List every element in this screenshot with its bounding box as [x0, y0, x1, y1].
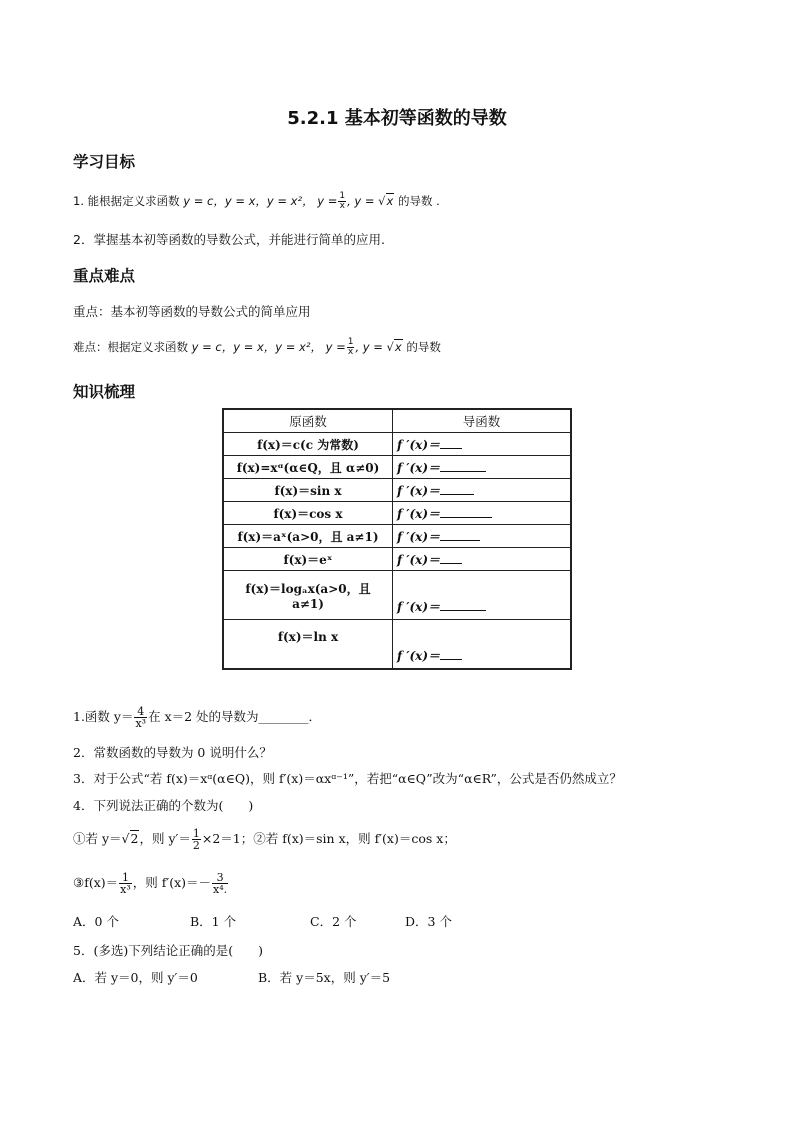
knowledge-heading: 知识梳理: [73, 383, 136, 401]
q1-den: x³: [135, 717, 147, 730]
goal-2: 2．掌握基本初等函数的导数公式，并能进行简单的应用.: [73, 232, 385, 247]
q5-option-b: B．若 y＝5x，则 y′＝5: [258, 970, 391, 985]
q4-l2-num: 1: [119, 872, 132, 884]
difficult-point: 难点：根据定义求函数 y = c，y = x，y = x²， y = $\frac{1}{x}$ , y = √x 的导数: [73, 337, 441, 357]
goal-1-frac-num: 1: [339, 191, 346, 201]
table-row: [223, 456, 571, 479]
q4-l2-b: ，则 f′(x)＝－: [132, 875, 212, 890]
answer-blank: [440, 599, 486, 611]
q4-l2-den2: x⁴.: [213, 883, 228, 896]
derivative-label: f ′(x)＝: [397, 437, 441, 452]
difficult-suffix: 的导数: [406, 340, 441, 354]
table-cell-derivative: [393, 548, 572, 571]
q1-prefix: 1.函数 y＝: [73, 709, 134, 724]
table-row: [223, 525, 571, 548]
table-cell-function: f(x)＝aˣ(a>0，且 a≠1): [223, 525, 393, 548]
question-4-line-2: [73, 872, 229, 895]
q4-l2-den: x³: [120, 883, 131, 896]
table-header-original: 原函数: [223, 409, 393, 433]
derivative-label: f ′(x)＝: [397, 460, 441, 475]
q4-l2-fraction-2: [212, 872, 228, 895]
table-cell-derivative: [393, 525, 572, 548]
answer-blank: [440, 437, 462, 449]
difficult-mid: , y =: [355, 340, 383, 354]
table-row: [223, 479, 571, 502]
answer-blank: [440, 460, 486, 472]
difficult-frac-num: 1: [347, 337, 354, 347]
q4-l2-num2: 3: [212, 872, 228, 884]
key-point: 重点：基本初等函数的导数公式的简单应用: [73, 304, 311, 319]
derivative-label: f ′(x)＝: [397, 506, 441, 521]
table-row: [223, 433, 571, 456]
q4-l1-num: 1: [192, 827, 200, 840]
answer-blank: [440, 483, 474, 495]
derivative-label: f ′(x)＝: [397, 649, 441, 663]
table-row: [223, 502, 571, 525]
table-cell-function: f(x)＝c(c 为常数): [223, 433, 393, 456]
table-cell-function: f(x)＝eˣ: [223, 548, 393, 571]
q1-num: 4: [134, 706, 147, 718]
derivative-label: f ′(x)＝: [397, 529, 441, 544]
difficult-prefix: 难点：根据定义求函数: [73, 340, 188, 354]
q4-l2-fraction: [119, 872, 132, 895]
goal-1-frac-den: x: [339, 201, 345, 211]
q4-option-d: D．3 个: [405, 914, 452, 929]
question-2: 2．常数函数的导数为 0 说明什么？: [73, 745, 272, 760]
q4-l1-b: ，则 y′＝: [139, 831, 191, 846]
answer-blank: [440, 552, 462, 564]
table-cell-function: f(x)＝sin x: [223, 479, 393, 502]
derivative-label: f ′(x)＝: [397, 600, 441, 614]
q4-l1-sqrt: 2: [130, 831, 139, 846]
question-1: [73, 706, 321, 729]
table-row: [223, 620, 571, 670]
goal-1-mid: , y =: [347, 194, 375, 208]
question-5: 5．(多选)下列结论正确的是( ): [73, 943, 263, 958]
q4-l1-fraction: [192, 828, 201, 851]
answer-blank: [440, 648, 462, 660]
difficult-frac-den: x: [347, 347, 354, 357]
table-cell-function: f(x)=xᵅ(α∈Q，且 α≠0): [223, 456, 393, 479]
derivative-label: f ′(x)＝: [397, 552, 441, 567]
difficult-funcs: y = c，y = x，y = x²， y =: [191, 340, 346, 354]
table-cell-derivative: [393, 433, 572, 456]
goal-1-funcs: y = c，y = x，y = x²， y =: [183, 194, 338, 208]
question-4-line-1: ①若 y＝√2，则 y′＝ $\frac{1}{2}$ ×2＝1；②若 f(x)＝sin x，则 f′(x)＝cos x；: [73, 827, 456, 852]
table-cell-function: f(x)＝ln x: [223, 620, 393, 670]
q1-suffix: 在 x＝2 处的导数为________．: [148, 709, 322, 724]
table-cell-function: f(x)＝cos x: [223, 502, 393, 525]
table-row: [223, 571, 571, 620]
q4-l2-a: ③f(x)＝: [73, 875, 119, 890]
answer-blank: [440, 506, 492, 518]
table-cell-derivative: [393, 479, 572, 502]
q1-fraction: [134, 706, 147, 729]
question-3: 3．对于公式“若 f(x)＝xᵅ(α∈Q)，则 f′(x)＝αxᵅ⁻¹”，若把“α∈Q”改为“α∈R”，公式是否仍然成立？: [73, 771, 622, 786]
table-header-derivative: 导函数: [393, 409, 572, 433]
derivative-label: f ′(x)＝: [397, 483, 441, 498]
q4-l1-a: ①若 y＝: [73, 831, 122, 846]
table-cell-derivative: [393, 456, 572, 479]
goals-heading: 学习目标: [73, 153, 136, 171]
answer-blank: [440, 529, 480, 541]
goal-1-prefix: 1. 能根据定义求函数: [73, 194, 180, 208]
goal-1-suffix: 的导数 .: [397, 194, 440, 208]
q4-l1-c: ×2＝1；②若 f(x)＝sin x，则 f′(x)＝cos x；: [201, 831, 456, 846]
q4-option-b: B．1 个: [190, 914, 237, 929]
difficult-fraction: [347, 338, 355, 357]
key-heading: 重点难点: [73, 267, 136, 285]
table-cell-function: f(x)＝logₐx(a>0，且 a≠1): [223, 571, 393, 620]
table-cell-derivative: [393, 571, 572, 620]
goal-1: 1. 能根据定义求函数 y = c，y = x，y = x²， y = $\frac{1}{x}$ , y = √x 的导数 .: [73, 191, 440, 211]
q4-option-c: C．2 个: [310, 914, 357, 929]
q4-option-a: A．0 个: [73, 914, 119, 929]
q4-l1-den: 2: [192, 839, 200, 852]
table-cell-derivative: [393, 620, 572, 670]
question-4: 4．下列说法正确的个数为( ): [73, 798, 254, 813]
goal-1-fraction: [338, 192, 346, 211]
page-title: 5.2.1 基本初等函数的导数: [287, 108, 507, 129]
table-cell-derivative: [393, 502, 572, 525]
goal-1-sqrt: x: [386, 194, 394, 208]
difficult-sqrt: x: [394, 340, 402, 354]
table-header-row: [223, 409, 571, 433]
q5-option-a: A．若 y＝0，则 y′＝0: [73, 970, 198, 985]
table-row: [223, 548, 571, 571]
derivative-table: [222, 408, 572, 670]
